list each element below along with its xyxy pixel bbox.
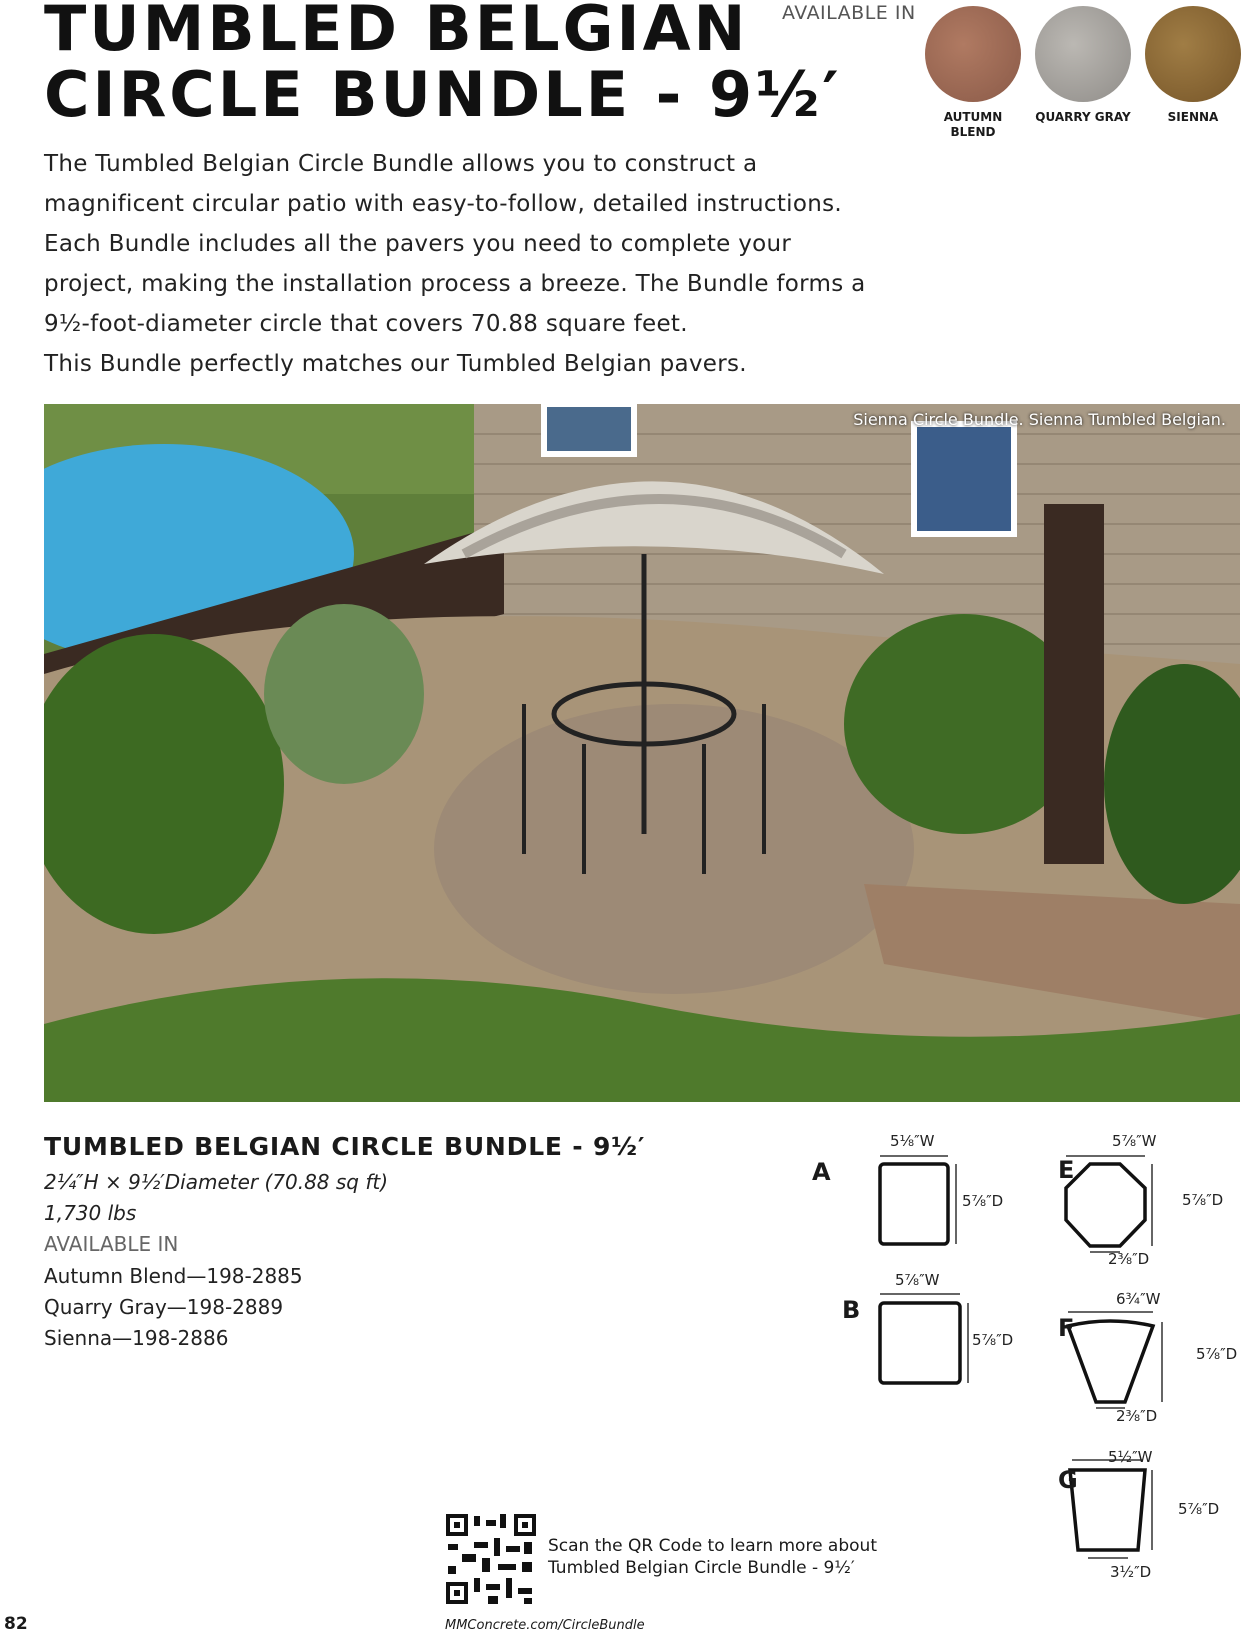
swatch-autumn-blend xyxy=(925,6,1021,140)
swatch-color xyxy=(925,6,1021,102)
title-line-2: CIRCLE BUNDLE - 9½′ xyxy=(44,58,842,131)
intro-line: 9½-foot-diameter circle that covers 70.88 square feet. xyxy=(44,311,688,337)
shape-letter-b: B xyxy=(842,1296,861,1324)
shape-g-depth: 5⅞″D xyxy=(1178,1500,1220,1518)
shape-f-bottom: 2⅜″D xyxy=(1116,1407,1158,1425)
color-sku-autumn: Autumn Blend—198-2885 xyxy=(44,1264,303,1288)
intro-paragraph xyxy=(44,144,904,384)
product-size: 2¼″H × 9½′Diameter (70.88 sq ft) xyxy=(44,1170,389,1194)
qr-caption-line-1: Scan the QR Code to learn more about xyxy=(548,1536,877,1556)
qr-caption-line-2: Tumbled Belgian Circle Bundle - 9½′ xyxy=(548,1558,855,1578)
swatch-label: AUTUMN BLEND xyxy=(943,110,1003,139)
shape-letter-f: F xyxy=(1058,1314,1075,1342)
qr-code-icon[interactable] xyxy=(444,1512,538,1606)
available-in-label: AVAILABLE IN xyxy=(782,2,916,24)
swatch-label: QUARRY GRAY xyxy=(1035,110,1131,124)
intro-line: magnificent circular patio with easy-to-follow, detailed instructions. xyxy=(44,191,843,217)
shape-b-width: 5⅞″W xyxy=(895,1271,940,1289)
shape-f xyxy=(1068,1321,1153,1402)
shape-e-width: 5⅞″W xyxy=(1112,1132,1157,1150)
swatch-color xyxy=(1145,6,1241,102)
page-title xyxy=(44,0,842,131)
shape-b xyxy=(880,1303,960,1383)
intro-line: project, making the installation process a breeze. The Bundle forms a xyxy=(44,271,866,297)
intro-line: Each Bundle includes all the pavers you need to complete your xyxy=(44,231,792,257)
shape-g xyxy=(1070,1470,1145,1550)
shape-f-width: 6¾″W xyxy=(1116,1290,1161,1308)
shape-f-depth: 5⅞″D xyxy=(1196,1345,1238,1363)
intro-line: The Tumbled Belgian Circle Bundle allows you to construct a xyxy=(44,151,758,177)
photo-caption: Sienna Circle Bundle. Sienna Tumbled Belgian. xyxy=(853,410,1226,429)
patio-photo xyxy=(44,404,1240,1102)
shape-g-bottom: 3½″D xyxy=(1110,1563,1152,1581)
website-link[interactable]: MMConcrete.com/CircleBundle xyxy=(445,1618,645,1633)
shape-a xyxy=(880,1164,948,1244)
intro-line: This Bundle perfectly matches our Tumbled Belgian pavers. xyxy=(44,351,747,377)
color-sku-sienna: Sienna—198-2886 xyxy=(44,1326,229,1350)
shape-e xyxy=(1066,1164,1145,1246)
swatch-sienna xyxy=(1145,6,1241,125)
patio-scene-image xyxy=(44,404,1240,1102)
title-line-1: TUMBLED BELGIAN xyxy=(44,0,749,65)
shape-a-depth: 5⅞″D xyxy=(962,1192,1004,1210)
available-in-label-2: AVAILABLE IN xyxy=(44,1232,179,1256)
product-title: TUMBLED BELGIAN CIRCLE BUNDLE - 9½′ xyxy=(44,1132,646,1161)
shape-b-depth: 5⅞″D xyxy=(972,1331,1014,1349)
swatch-quarry-gray xyxy=(1035,6,1131,125)
product-weight: 1,730 lbs xyxy=(44,1201,137,1225)
swatch-color xyxy=(1035,6,1131,102)
swatch-label: SIENNA xyxy=(1167,110,1219,124)
shape-g-width: 5½″W xyxy=(1108,1448,1153,1466)
shape-letter-e: E xyxy=(1058,1156,1075,1184)
shape-letter-g: G xyxy=(1058,1466,1078,1494)
color-sku-quarry: Quarry Gray—198-2889 xyxy=(44,1295,284,1319)
shape-a-width: 5⅛″W xyxy=(890,1132,935,1150)
qr-caption xyxy=(548,1535,877,1579)
shape-e-bottom: 2⅜″D xyxy=(1108,1250,1150,1268)
shape-e-depth: 5⅞″D xyxy=(1182,1191,1224,1209)
shape-letter-a: A xyxy=(812,1158,831,1186)
page-number: 82 xyxy=(4,1614,28,1634)
